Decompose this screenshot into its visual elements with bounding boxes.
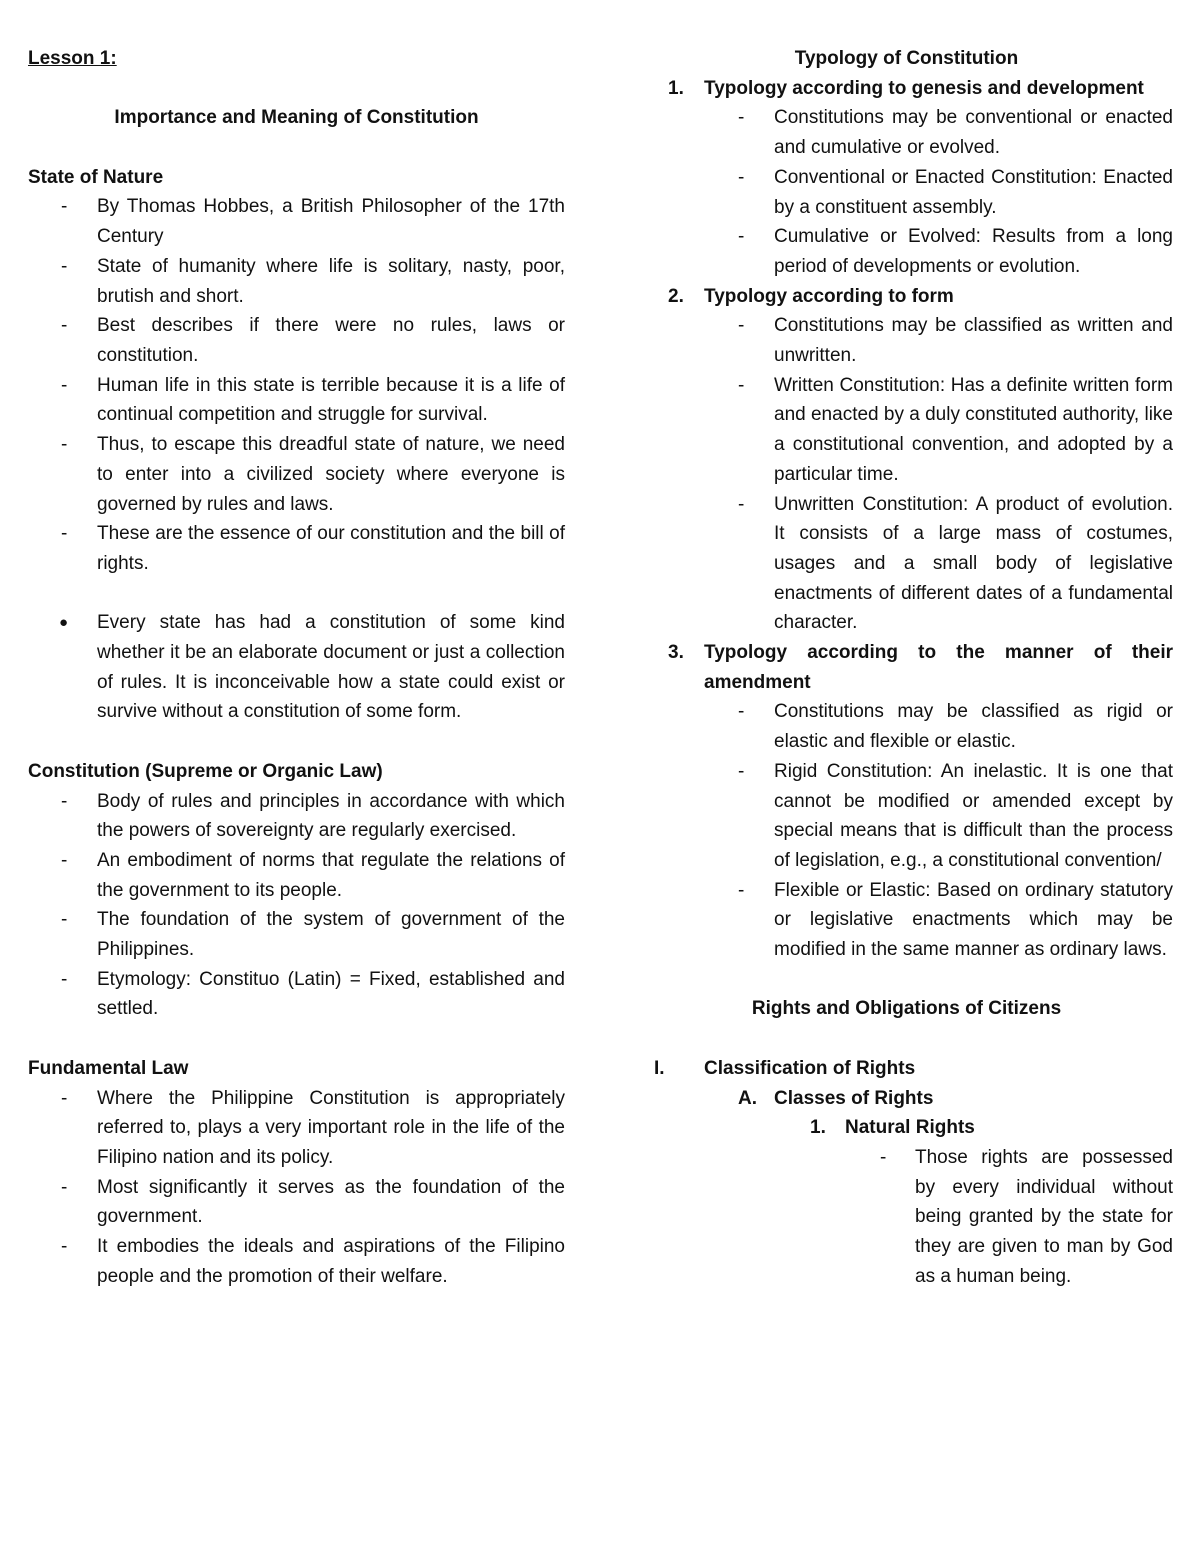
classification-heading: I. Classification of Rights xyxy=(654,1057,916,1079)
list-item: - Most significantly it serves as the foundation of the government. xyxy=(61,1176,565,1228)
list-item: - Conventional or Enacted Constitution: Enacted by a constituent assembly. xyxy=(738,166,1173,218)
list-item: - Written Constitution: Has a definite written form and enacted by a duly constituted authority, like a constitutional convention, and adopted by a particular time. xyxy=(738,374,1173,485)
classes-heading: A. Classes of Rights xyxy=(738,1087,934,1109)
list-item: - Constitutions may be classified as rigid or elastic and flexible or elastic. xyxy=(738,701,1173,753)
list-item: - Those rights are possessed by every individual without being granted by the state for they are given to man by God as a human being. xyxy=(880,1146,1173,1287)
list-item: - Best describes if there were no rules, laws or constitution. xyxy=(61,315,565,366)
list-item: - Human life in this state is terrible because it is a life of continual competition and struggle for survival. xyxy=(61,374,565,426)
list-item: - Etymology: Constituo (Latin) = Fixed, established and settled. xyxy=(61,968,565,1020)
list-item: - Constitutions may be classified as written and unwritten. xyxy=(738,315,1173,367)
list-item: - Flexible or Elastic: Based on ordinary statutory or legislative enactments which may be modified in the same manner as ordinary laws. xyxy=(738,879,1173,961)
list-item: - Unwritten Constitution: A product of evolution. It consists of a large mass of costumes, usages and a small body of legislative enactments of different dates of a fundamental character. xyxy=(738,493,1173,634)
list-item: - The foundation of the system of government of the Philippines. xyxy=(61,909,565,961)
bullet-icon: ● xyxy=(59,614,69,632)
list-item: - Body of rules and principles in accordance with which the powers of sovereignty are regularly exercised. xyxy=(61,790,565,842)
lesson-label: Lesson 1: xyxy=(28,48,117,69)
list-item: - Cumulative or Evolved: Results from a long period of developments or evolution. xyxy=(738,226,1173,277)
list-item: - It embodies the ideals and aspirations of the Filipino people and the promotion of their welfare. xyxy=(61,1236,565,1287)
bullet-item: ● Every state has had a constitution of some kind whether it be an elaborate document or just a collection of rules. It is inconceivable how a state could exist or survive without a constitution of some form. xyxy=(28,608,565,727)
list-item: - Where the Philippine Constitution is appropriately referred to, plays a very important role in the life of the Filipino nation and its policy. xyxy=(61,1087,565,1168)
list-item: - Rigid Constitution: An inelastic. It is one that cannot be modified or amended except by special means that is difficult than the process of legislation, e.g., a constitutional convention/ xyxy=(738,760,1173,871)
typology-heading: 2. Typology according to form xyxy=(668,285,954,307)
list-item: - Thus, to escape this dreadful state of nature, we need to enter into a civilized society where everyone is governed by rules and laws. xyxy=(61,434,565,515)
typology-heading: 3. Typology according to the manner of their amendment xyxy=(668,642,1173,693)
section-heading-fundamental-law: Fundamental Law xyxy=(28,1057,189,1079)
natural-rights-heading: 1. Natural Rights xyxy=(810,1117,975,1139)
list-item: - These are the essence of our constitution and the bill of rights. xyxy=(61,523,565,574)
list-item: - An embodiment of norms that regulate the relations of the government to its people. xyxy=(61,849,565,901)
list-item: - State of humanity where life is solitary, nasty, poor, brutish and short. xyxy=(61,255,565,307)
section-heading-constitution: Constitution (Supreme or Organic Law) xyxy=(28,760,383,782)
list-item: - By Thomas Hobbes, a British Philosopher of the 17th Century xyxy=(61,196,565,248)
typology-heading: 1. Typology according to genesis and development xyxy=(668,77,1144,99)
right-column xyxy=(640,44,1173,1292)
page-title: Importance and Meaning of Constitution xyxy=(114,107,479,129)
typology-title: Typology of Constitution xyxy=(794,48,1019,69)
rights-title: Rights and Obligations of Citizens xyxy=(751,998,1062,1020)
list-item: - Constitutions may be conventional or enacted and cumulative or evolved. xyxy=(738,107,1173,159)
left-column xyxy=(28,44,565,1291)
section-heading-state-of-nature: State of Nature xyxy=(28,166,164,188)
